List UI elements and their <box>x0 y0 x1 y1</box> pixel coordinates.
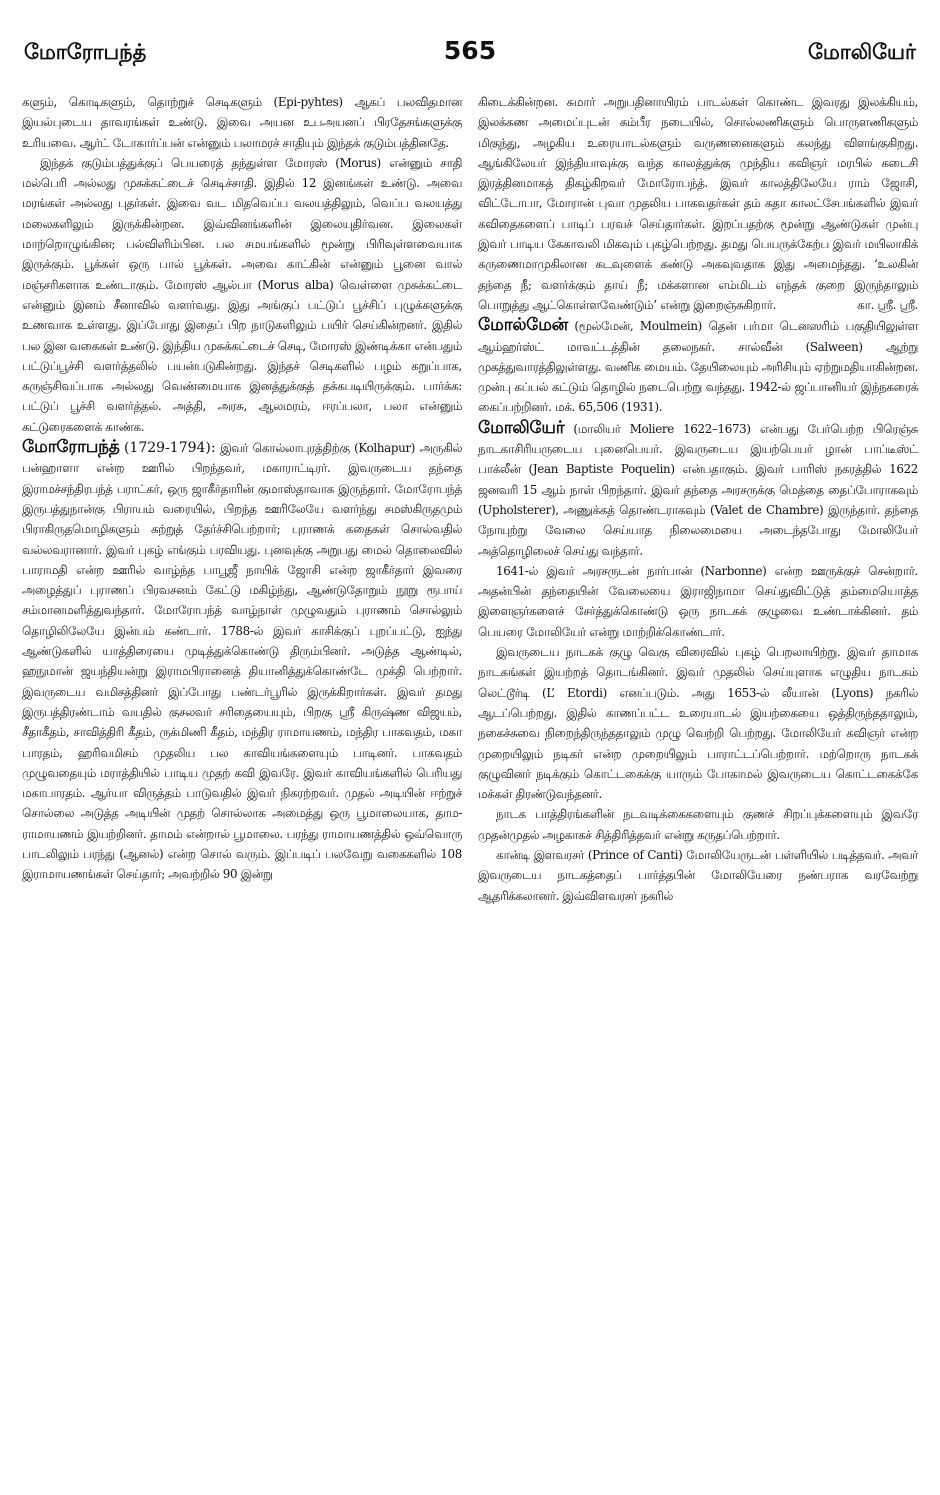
paragraph-moropant-continued <box>478 92 918 315</box>
page-number: 565 <box>443 36 497 65</box>
entry-years-moropant: (1729-1794): <box>123 440 216 457</box>
running-head-right: மோலியேர் <box>807 40 916 64</box>
paragraph-moliere-narbonne: 1641-ல் இவர் அரசருடன் நார்பான் (Narbonne) என்ற ஊருக்குச் சென்றார். அதன்பின் தந்தையின் வேலையை இராஜிநாமா செய்துவிட்டுத் தம்மையொத்த இளைஞர்களைச் சேர்த்துக்கொண்டு ஒரு நாடகக் குழுவை உண்டாக்கினர். தம் பெயரை மோலியேர் என்று மாற்றிக்கொண்டார். <box>478 563 918 639</box>
paragraph-plant-family-continued: களும், கொடிகளும், தொற்றுச் செடிகளும் (Epi-pyhtes) ஆகப் பலவிதமான இயல்புடைய தாவரங்கள் உண்டு. இவை அயன உபஅயனப் பிரதேசங்களுக்கு உரியவை. ஆர்ட் டோகார்ப்பன் என்னும் பலாமரச் சாதியும் இந்தக் குடும்பத்தினதே. <box>22 95 462 150</box>
entry-moropant <box>22 437 462 885</box>
entry-heading-moulmein: மோல்மேன் <box>478 315 568 336</box>
paragraph-moliere-characters: நாடக பாத்திரங்களின் நடவடிக்கைகளையும் குணச் சிறப்புக்களையும் இவரே முதன்முதல் அழகாகச் சித்திரித்தவர் என்று கருதப்பெற்றார். <box>478 807 918 842</box>
entry-body-moliere: என்பது பேர்பெற்ற பிரெஞ்சு நாடகாசிரியருடைய புனைபெயர். இவருடைய இயற்பெயர் ழான் பாப்டீஸ்ட் பாக்லீன் (Jean Baptiste Poquelin) என்பதாகும். இவர் பாரிஸ் நகரத்தில் 1622 ஜனவரி 15 ஆம் நாள் பிறந்தார். இவர் தந்தை அரசருக்கு மெத்தை தைப்போராகவும் (Upholsterer), அணுக்கத் தொண்டராகவும் (Valet de Chambre) இருந்தார். தந்தை நோயுற்று வேலை செய்யாத நிலைமையை அடைந்தபோது மோலியேர் அத்தொழிலைச் செய்து வந்தார். <box>478 421 919 558</box>
entry-body-moropant: இவர் கொல்லாபுரத்திற்கு (Kolhapur) அருகில் பன்ஹாளா என்ற ஊரில் பிறந்தவர், மகாராட்டிரர். இவருடைய தந்தை இராமச்சந்திரபந்த் பராட்கர், ஒரு ஜாகீர்தாரின் குமாஸ்தாவாக இருந்தார். மோரோபந்த் இருபத்துநான்கு பிராயம் வரையில், பிறந்த ஊரிலேயே வளர்ந்து சமஸ்கிருதமும் பிராகிருதமொழிகளும் கற்றுத் தேர்ச்சிபெற்றார்; புராணக் கதைகள் சொல்வதில் வல்லவரானார். இவர் புகழ் எங்கும் பரவியது. புனவுக்கு அறுபது மைல் தொலைவில் பாராமதி என்ற ஊரில் வாழ்ந்த பாபூஜீ நாயிக் ஜோசி என்ற ஜாகீர்தார் இவரை அழைத்துப் புராணப் பிரவசனம் கேட்டு மகிழ்ந்து, ஆண்டுதோறும் நூறு ரூபாய் சம்மானமளித்துவந்தார். மோரோபந்த் வாழ்நாள் முழுவதும் புராணம் சொல்லும் தொழிலிலேயே இன்பம் கண்டார். 1788-ல் இவர் காசிக்குப் புறப்பட்டு, ஐந்து ஆண்டுகளில் யாத்திரையை முடித்துக்கொண்டு திரும்பினர். அடுத்த ஆண்டில், ஹநுமான் ஜயந்தியன்று இராமபிரானைத் தியானித்துக்கொண்டே முக்தி பெற்றார். இவருடைய வமிசத்தினர் இப்போது பண்டர்பூரில் இருக்கிறார்கள். இவர் தமது இருபத்திரண்டாம் வயதில் குசலவர் சரிதையையும், பிறகு ஸ்ரீ கிருஷ்ண விஜயம், சீதாகீதம், சாவித்திரி கீதம், ருக்மிணி கீதம், மந்திர ராமாயணம், மந்திர பாகவதம், மகா பாரதம், ஹரிவமிசம் முதலிய பல காவியங்களையும் பாடினர். பாகவதம் முழுவதையும் மராத்தியில் பாடிய முதற் கவி இவரே. இவர் காவியங்களில் பெரியது மகாபாரதம். ஆர்யா விருத்தம் பாடுவதில் இவர் நிகரற்றவர். முதல் அடியின் ஈற்றுச் சொல்லை அடுத்த அடியின் முதற் சொல்லாக அமைத்து ஒரு பூமாலையாக, தாம-ராமாயணம் இயற்றினர். தாமம் என்றால் பூமாலை. பரந்து ராமாயணத்தில் ஒவ்வொரு பாடலிலும் பரந்து (ஆனல்) என்ற சொல் வரும். இப்படிப் பலவேறு வகைகளில் 108 இராமாயணங்கள் செய்தார்; அவற்றில் 90 இன்று <box>22 441 462 882</box>
entry-paren-moliere: (மாலியர் Moliere 1622–1673) <box>573 421 751 436</box>
moropant-continued-text: கிடைக்கின்றன. சுமார் அறுபதினாயிரம் பாடல்கள் கொண்ட இவரது இலக்கியம், இலக்கண அமைப்புடன் கம்பீர நடையில், சொல்லணிகளும் பொருளணிகளும் மிகுந்து, அழகிய உரையாடல்களும் வருணனைகளும் கலந்து விளங்குகிறது. ஆங்கிலேயர் இந்தியாவுக்கு வந்த காலத்துக்கு முந்திய கவிஞர் மரபில் கடைசி இரத்தினமாகத் திகழ்கிறவர் மோரோபந்த். இவர் காலத்திலேயே ராம் ஜோசி, விட்டோபா, மோரான் புவா முதலிய பாகவதர்கள் தம் கதா காலட்சேபங்களில் இவர் கவிதைகளைப் பாடிப் பரவச் செய்தார்கள். இறப்பதற்கு மூன்று ஆண்டுகள் முன்பு இவர் பாடிய கேகாவலி மிகவும் புகழ்பெற்றது. தமது பெயருக்கேற்ப இவர் மயிலாகிக் கருணைமாமுகிலான கடவுளைக் கண்டு அகவுவதாக இது அமைந்தது. ‘உலகின் தந்தை நீ; வளர்க்கும் தாய் நீ; மக்களான எம்மிடம் எந்தக் குறை இருந்தாலும் பொறுத்து ஆட்கொள்ளவேண்டும்’ என்று இறைஞ்சுகிறார். <box>478 95 918 312</box>
paragraph-morus: இந்தக் குடும்பத்துக்குப் பெயரைத் தந்துள்ள மோரஸ் (Morus) என்னும் சாதி மல்பெரி அல்லது முசுக்கட்டைச் செடிச்சாதி. இதில் 12 இனங்கள் உண்டு. அவை மரங்கள் அல்லது புதர்கள். இவை வட மிதவெப்ப வலயத்திலும், வெப்ப வலயத்து மலைகளிலும் இருக்கின்றன. இவ்வினங்களின் இலையுதிர்வன. இலைகள் மாற்றொழுங்கின; பல்விளிம்பின. பல சமயங்களில் மூன்று பிரிவுள்ளவையாக இருக்கும். பூக்கள் ஒரு பால் பூக்கள். அவை காட்கின் என்னும் பூனை வால் மஞ்சரிகளாக உண்டாகும். மோரஸ் ஆல்பா (Morus alba) வெள்ளை முசுக்கட்டை என்னும் இனம் சீனாவில் வளர்வது. இது அங்குப் பட்டுப் பூச்சிப் புழுக்களுக்கு உணவாக உள்ளது. இப்போது இதைப் பிற நாடுகளிலும் பயிர் செய்கின்றனர். இதில் பல இன வகைகள் உண்டு. இந்திய முசுக்கட்டைச் செடி, மோரஸ் இண்டிக்கா என்பதும் பட்டுப்பூச்சி வளர்த்தலில் பயன்படுகின்றது. இந்தச் செடிகளில் பழம் கறுப்பாக, கருஞ்சிவப்பாக அல்லது வெண்மையாக இனத்துக்குத் தக்கபடியிருக்கும். பார்க்க: பட்டுப் பூச்சி வளர்த்தல். அத்தி, அரசு, ஆலமரம், ஈரப்பலா, பலா என்னும் கட்டுரைகளைக் காண்க. <box>22 155 462 434</box>
running-head-left: மோரோபந்த் <box>24 40 147 64</box>
entry-moulmein <box>478 315 918 417</box>
entry-body-moulmein: தென் பர்மா டெனஸரிம் பகுதியிலுள்ள ஆம்ஹர்ஸ்ட் மாவட்டத்தின் தலைநகர். சால்வீன் (Salween) ஆற்று முகத்துவாரத்திலுள்ளது. வணிக மையம். தேயிலையும் அரிசியும் ஏற்றுமதியாகின்றன. முன்பு கப்பல் கட்டும் தொழில் நடைபெற்று வந்தது. 1942-ல் ஜப்பானியர் இந்நகரைக் கைப்பற்றினர். மக். 65,506 (1931). <box>478 319 919 415</box>
entry-heading-moropant: மோரோபந்த் <box>22 437 120 458</box>
left-column <box>22 92 462 885</box>
right-column <box>478 92 918 906</box>
entry-paren-moulmein: (மூல்மேன், Moulmein) <box>574 319 702 334</box>
entry-heading-moliere: மோலியேர் <box>478 417 565 438</box>
author-signature: கா. ஸ்ரீ. ஸ்ரீ. <box>857 297 918 312</box>
entry-moliere <box>478 418 918 561</box>
paragraph-moliere-troupe: இவருடைய நாடகக் குழு வெகு விரைவில் புகழ் பெறலாயிற்று. இவர் தாமாக நாடகங்கள் இயற்றத் தொடங்கினர். இவர் முதலில் செய்யுளாக எழுதிய நாடகம் லெட்டூர்டி (L’ Etordi) எனப்படும். அது 1653-ல் லீயான் (Lyons) நகரில் ஆடப்பெற்றது. இதில் காணப்பட்ட உரையாடல் இயற்கையை ஒத்திருந்ததாலும், நகைச்சுவை நிறைந்திருந்ததாலும் முழு வெற்றி பெற்றது. மோலியேர் கவிஞர் என்ற முறையிலும் நடிகர் என்ற முறையிலும் பாராட்டப்பெற்றார். மற்றொரு நாடகக் குழுவினர் நடிக்கும் கொட்டகைக்கு யாரும் போகாமல் இவருடைய கொட்டகைக்கே மக்கள் திரண்டுவந்தனர். <box>478 645 918 802</box>
paragraph-moliere-prince: கான்டி இளவரசர் (Prince of Canti) மோலியேருடன் பள்ளியில் படித்தவர். அவர் இவருடைய நாடகத்தைப் பார்த்தபின் மோலியேரை நண்பராக வரவேற்று ஆதரிக்கலானர். இவ்விளவரசர் நகரில் <box>478 847 918 903</box>
page-header <box>24 36 916 80</box>
